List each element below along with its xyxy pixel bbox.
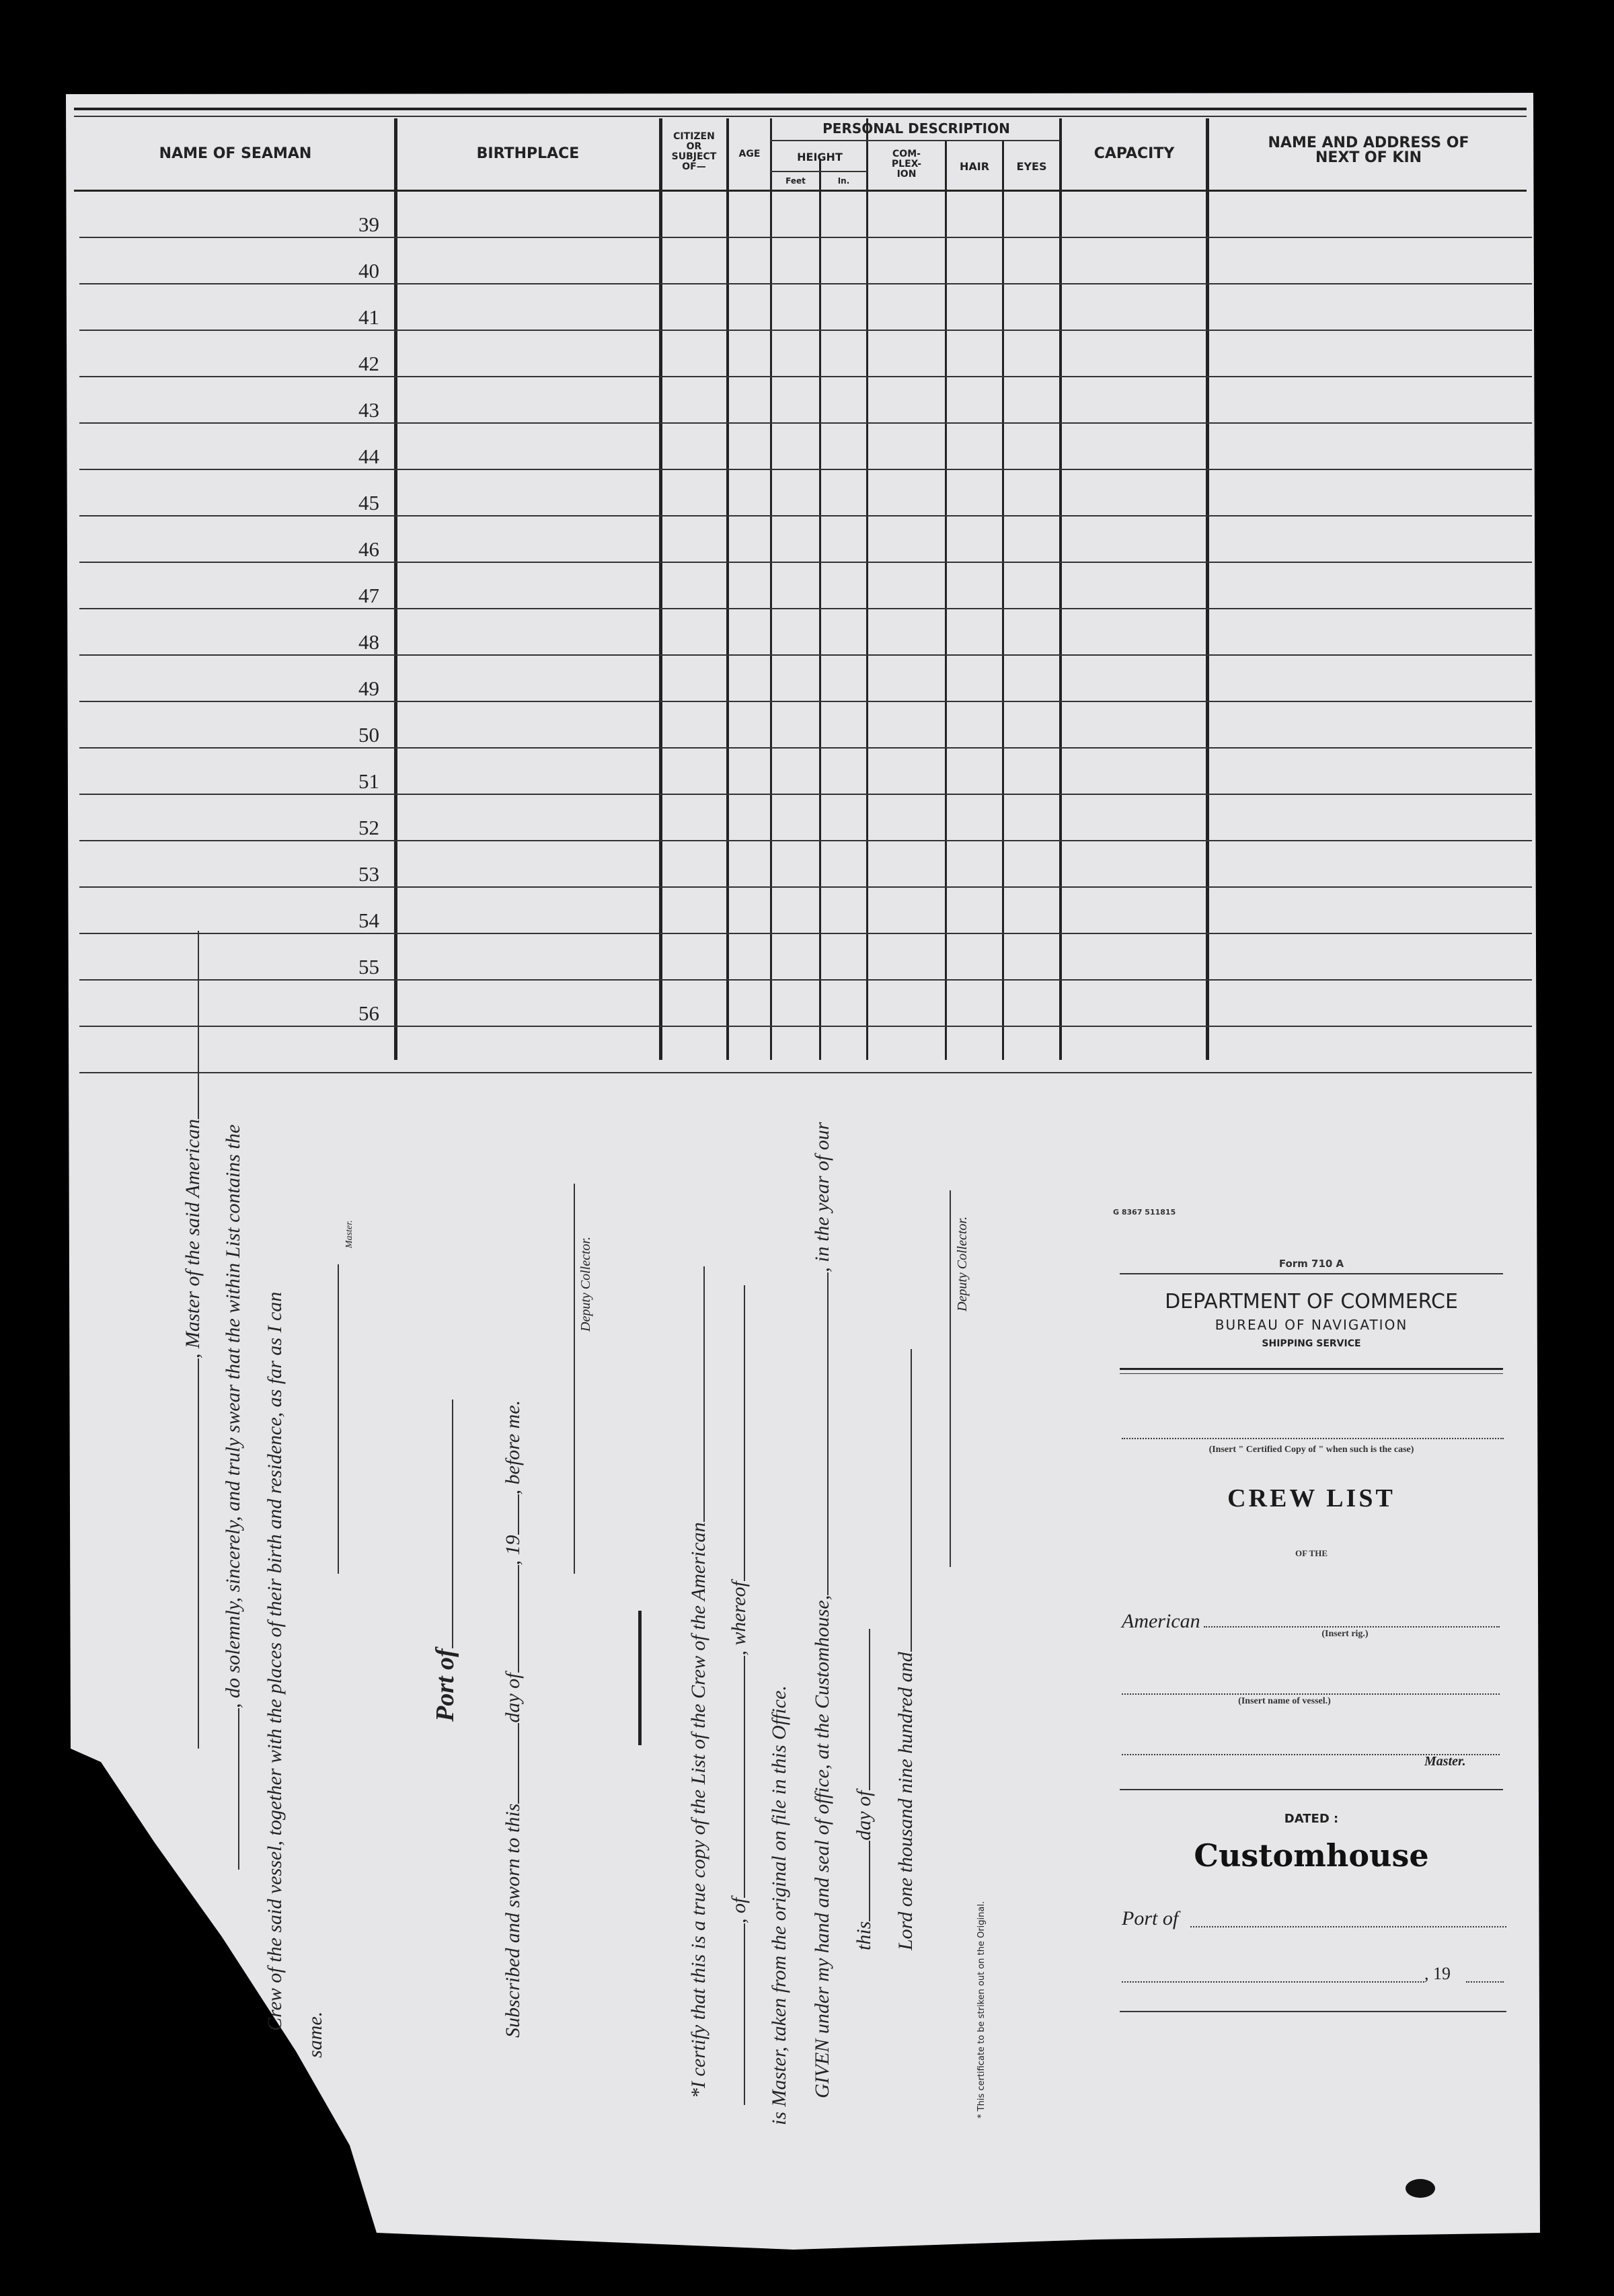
certificate-footnote: * This certificate to be striken out on the Original. <box>976 1901 987 2118</box>
row-rule <box>79 1072 1532 1073</box>
row-number: 39 <box>358 213 379 236</box>
row-number: 40 <box>358 259 379 282</box>
subscribed-day-blank[interactable] <box>504 1723 519 1804</box>
bureau-title: BUREAU OF NAVIGATION <box>1215 1317 1408 1333</box>
crew-list-title: CREW LIST <box>1227 1484 1395 1513</box>
row-number: 56 <box>358 1001 379 1025</box>
row-number: 49 <box>358 677 379 700</box>
certificate-line-3: is Master, taken from the original on file in this Office. <box>768 1685 790 2125</box>
row-rule <box>79 562 1532 563</box>
header-citizen: CITIZEN OR SUBJECT OF— <box>671 131 717 172</box>
certificate-year-blank[interactable] <box>897 1349 912 1652</box>
row-number: 55 <box>358 955 379 979</box>
row-number: 53 <box>358 862 379 886</box>
header-height: HEIGHT <box>797 151 843 163</box>
oath-line-4: same. <box>304 2011 326 2058</box>
header-hair: HAIR <box>959 160 990 173</box>
header-next-of-kin: NAME AND ADDRESS OF NEXT OF KIN <box>1268 135 1469 166</box>
row-number: 54 <box>358 909 379 932</box>
cover-year-blank[interactable] <box>1466 1981 1504 1983</box>
row-number: 50 <box>358 723 379 747</box>
header-feet: Feet <box>785 176 806 186</box>
row-number: 47 <box>358 584 379 607</box>
oath-deputy-collector: Deputy Collector. <box>578 1236 593 1332</box>
header-capacity: CAPACITY <box>1093 145 1175 162</box>
row-number: 43 <box>358 398 379 422</box>
row-rule <box>79 608 1532 609</box>
row-rule <box>79 283 1532 284</box>
oath-line-2: , do solemnly, sincerely, and truly swear that the within List contains the <box>222 1124 245 1870</box>
row-number: 45 <box>358 491 379 514</box>
row-number: 46 <box>358 537 379 561</box>
row-rule <box>79 747 1532 749</box>
row-rule <box>79 794 1532 795</box>
row-rule <box>79 654 1532 656</box>
row-rule <box>79 840 1532 841</box>
subscribed-year-blank[interactable] <box>504 1494 519 1535</box>
oath-port-of: Port of <box>430 1400 460 1722</box>
subscribed-month-blank[interactable] <box>504 1565 519 1673</box>
certified-copy-blank[interactable] <box>1122 1438 1504 1439</box>
certificate-month-blank[interactable] <box>855 1629 870 1790</box>
certificate-vessel-blank[interactable] <box>690 1266 705 1522</box>
row-rule <box>79 979 1532 981</box>
row-rule <box>79 422 1532 424</box>
master-name-blank[interactable] <box>184 1359 199 1749</box>
cover-year-label: , 19 <box>1424 1964 1451 1983</box>
row-number: 52 <box>358 816 379 839</box>
row-rule <box>79 933 1532 934</box>
cover-master-label: Master. <box>1424 1754 1466 1769</box>
subscribed-line: Subscribed and sworn to thisday of, 19, before me. <box>502 1400 524 2038</box>
oath-blank-2[interactable] <box>225 1708 239 1870</box>
header-inches: In. <box>837 176 850 186</box>
form-number: Form 710 A <box>1278 1258 1344 1270</box>
american-label: American <box>1122 1610 1200 1632</box>
certificate-line-2: , of, whereof <box>728 1285 751 2105</box>
master-label: Master. <box>344 1220 354 1248</box>
master-signature-line[interactable] <box>338 1264 339 1574</box>
certificate-port-blank[interactable] <box>730 1656 745 1898</box>
deputy-signature-line[interactable] <box>574 1184 575 1574</box>
insert-vessel-note: (Insert name of vessel.) <box>1238 1696 1331 1706</box>
service-title: SHIPPING SERVICE <box>1262 1338 1361 1349</box>
row-number: 41 <box>358 305 379 329</box>
insert-note: (Insert " Certified Copy of " when such is the case) <box>1208 1445 1414 1455</box>
header-name-of-seaman: NAME OF SEAMAN <box>159 145 312 162</box>
certificate-line-5: thisday of <box>853 1629 876 1950</box>
vessel-name-blank[interactable] <box>184 931 199 1119</box>
header-complexion: COM- PLEX- ION <box>891 149 922 180</box>
dated-label: DATED : <box>1284 1812 1339 1826</box>
print-code: G 8367 511815 <box>1113 1208 1176 1217</box>
header-personal-description: PERSONAL DESCRIPTION <box>822 120 1010 137</box>
row-number: 44 <box>358 445 379 468</box>
cover-port-label: Port of <box>1122 1907 1179 1929</box>
certificate-deputy-line[interactable] <box>950 1190 951 1567</box>
customhouse-title: Customhouse <box>1194 1837 1429 1874</box>
oath-line-1: , Master of the said American <box>182 931 204 1749</box>
cover-port-blank[interactable] <box>1190 1926 1506 1927</box>
certificate-line-1: *I certify that this is a true copy of the List of the Crew of the American <box>687 1266 710 2098</box>
of-the-label: OF THE <box>1295 1548 1328 1558</box>
certificate-line-4: GIVEN under my hand and seal of office, at the Customhouse,, in the year of our <box>811 1122 833 2098</box>
row-rule <box>79 469 1532 470</box>
row-rule <box>79 515 1532 516</box>
separator-rule <box>638 1611 642 1745</box>
certificate-customhouse-blank[interactable] <box>814 1272 829 1595</box>
ink-blot <box>1406 2179 1435 2198</box>
certificate-deputy-collector: Deputy Collector. <box>955 1216 970 1311</box>
vessel-name-cover-blank[interactable] <box>1122 1693 1500 1695</box>
row-rule <box>79 1026 1532 1027</box>
oath-line-3: Crew of the said vessel, together with the places of their birth and residence, as far as I can <box>264 1291 286 2031</box>
cover-date-blank[interactable] <box>1122 1981 1424 1983</box>
rig-blank[interactable] <box>1204 1626 1500 1628</box>
oath-port-blank[interactable] <box>438 1400 453 1648</box>
header-eyes: EYES <box>1016 160 1047 173</box>
certificate-vessel-name-blank[interactable] <box>730 1923 745 2105</box>
row-number: 42 <box>358 352 379 375</box>
row-rule <box>79 886 1532 888</box>
header-birthplace: BIRTHPLACE <box>476 145 580 162</box>
row-number: 51 <box>358 769 379 793</box>
certificate-line-6: Lord one thousand nine hundred and <box>894 1349 917 1950</box>
row-rule <box>79 330 1532 331</box>
row-rule <box>79 376 1532 377</box>
certificate-master-blank[interactable] <box>730 1285 745 1581</box>
row-rule <box>79 701 1532 702</box>
row-number: 48 <box>358 630 379 654</box>
row-rule <box>79 237 1532 238</box>
certificate-day-blank[interactable] <box>855 1841 870 1921</box>
header-age: AGE <box>738 149 761 159</box>
department-title: DEPARTMENT OF COMMERCE <box>1165 1290 1458 1313</box>
insert-rig-note: (Insert rig.) <box>1321 1629 1369 1639</box>
